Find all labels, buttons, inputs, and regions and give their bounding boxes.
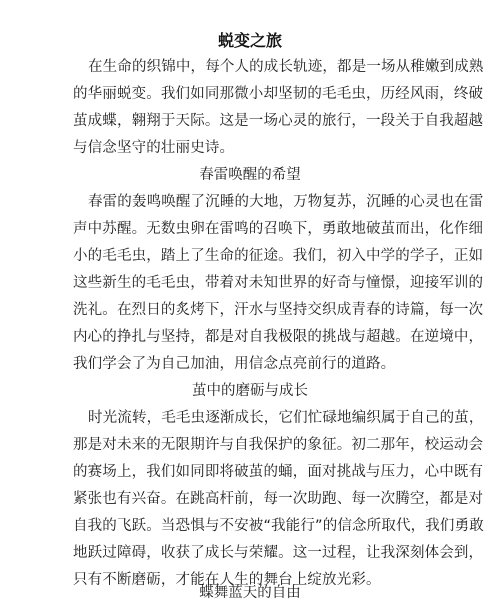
section-1-line-5: 洗礼。在烈日的炙烤下，汗水与坚持交织成青春的诗篇，每一次	[73, 302, 484, 318]
section-2-line-2: 那是对未来的无限期许与自我保护的象征。初二那年，校运动会	[73, 437, 484, 453]
section-1-line-2: 声中苏醒。无数虫卵在雷鸣的召唤下，勇敢地破茧而出，化作细	[73, 221, 484, 237]
section-1-line-1: 春雷的轰鸣唤醒了沉睡的大地，万物复苏，沉睡的心灵也在雷	[88, 194, 484, 210]
intro-line-3: 茧成蝶，翱翔于天际。这是一场心灵的旅行，一段关于自我超越	[73, 113, 484, 129]
section-1-line-6: 内心的挣扎与坚持，都是对自我极限的挑战与超越。在逆境中，	[73, 329, 484, 345]
section-1-line-3: 小的毛毛虫，踏上了生命的征途。我们，初入中学的学子，正如	[73, 248, 484, 264]
section-2-line-7: 只有不断磨砺，才能在人生的舞台上绽放光彩。	[73, 572, 381, 588]
section-1-line-7: 我们学会了为自己加油，用信念点亮前行的道路。	[73, 356, 396, 372]
section-2-line-6: 地跃过障碍，收获了成长与荣耀。这一过程，让我深刻体会到，	[73, 545, 484, 561]
section-heading-butterfly: 蝶舞蓝天的自由	[199, 585, 301, 601]
section-2-line-3: 的赛场上，我们如同即将破茧的蛹，面对挑战与压力，心中既有	[73, 464, 484, 480]
section-2-line-1: 时光流转，毛毛虫逐渐成长，它们忙碌地编织属于自己的茧，	[88, 410, 484, 426]
intro-line-1: 在生命的织锦中，每个人的成长轨迹，都是一场从稚嫩到成熟	[88, 59, 484, 75]
section-1-line-4: 这些新生的毛毛虫，带着对未知世界的好奇与憧憬，迎接军训的	[73, 275, 484, 291]
document-title: 蜕变之旅	[217, 31, 282, 50]
intro-line-2: 的华丽蜕变。我们如同那微小却坚韧的毛毛虫，历经风雨，终破	[73, 86, 484, 102]
section-2-line-4: 紧张也有兴奋。在跳高杆前，每一次助跑、每一次腾空，都是对	[73, 491, 484, 507]
section-2-line-5: 自我的飞跃。当恐惧与不安被“我能行”的信念所取代，我们勇敢	[73, 518, 484, 534]
section-heading-cocoon: 茧中的磨砺与成长	[192, 383, 308, 399]
section-heading-spring: 春雷唤醒的希望	[199, 167, 301, 183]
intro-line-4: 与信念坚守的壮丽史诗。	[73, 140, 235, 156]
